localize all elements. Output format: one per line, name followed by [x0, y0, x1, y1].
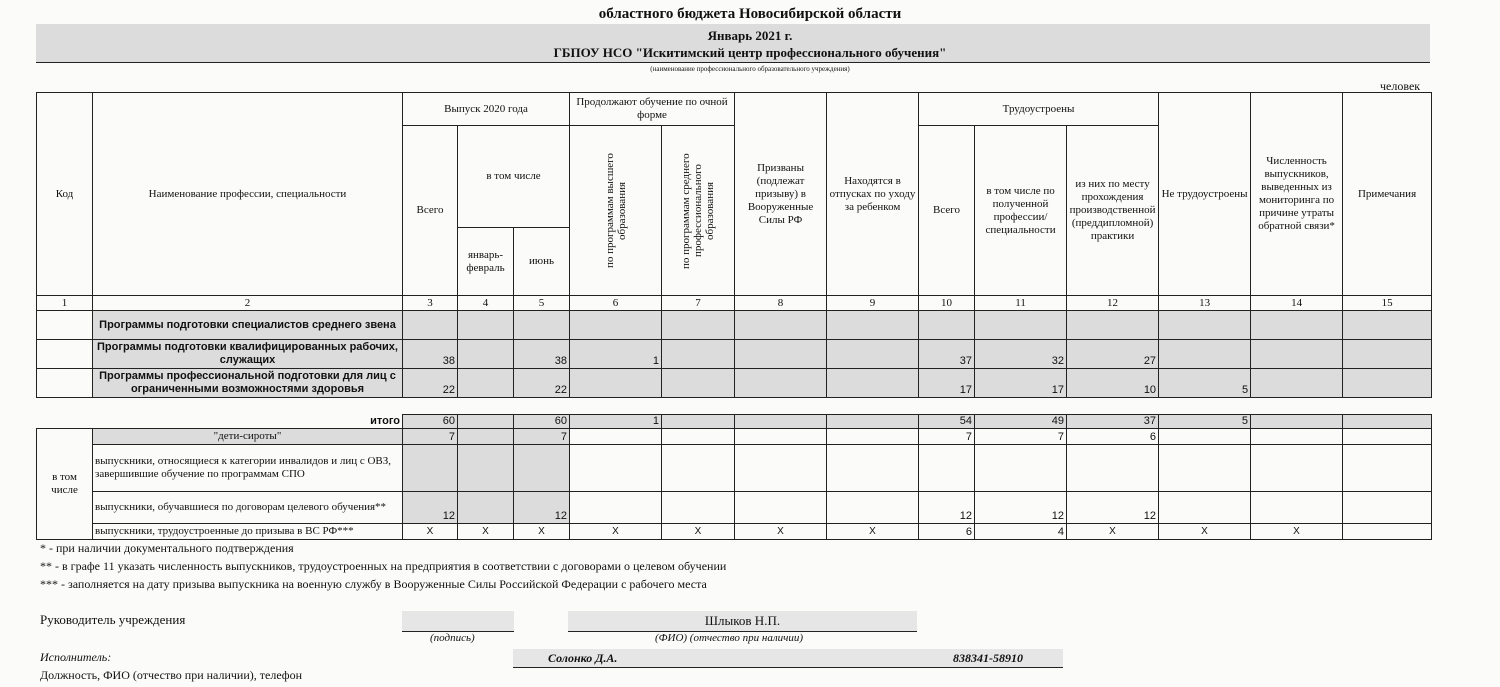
org-caption: (наименование профессионального образовательного учреждения) — [650, 65, 850, 73]
row-value — [1251, 340, 1343, 369]
report-period: Январь 2021 г. — [707, 28, 793, 43]
sub-row-value — [735, 429, 827, 445]
sub-row-name: выпускники, относящиеся к категории инвалидов и лиц с ОВЗ, завершившие обучение по программам СПО — [93, 445, 403, 492]
row-value: 37 — [919, 340, 975, 369]
column-number: 15 — [1343, 296, 1432, 311]
row-name: Программы профессиональной подготовки для лиц с ограниченными возможностями здоровья — [93, 369, 403, 398]
sub-row-value: 7 — [514, 429, 570, 445]
sub-row — [37, 429, 1432, 445]
sub-row-value — [662, 445, 735, 492]
col-employed: Трудоустроены — [919, 93, 1159, 126]
sub-row-value — [458, 445, 514, 492]
column-number: 13 — [1159, 296, 1251, 311]
executor-label: Исполнитель: — [40, 650, 112, 664]
total-value: 60 — [514, 415, 570, 429]
sub-row-value — [919, 445, 975, 492]
col-emp-total: Всего — [919, 126, 975, 296]
unit-label: человек — [1380, 79, 1421, 93]
sub-row-value — [827, 492, 919, 524]
sub-row-value — [403, 445, 458, 492]
sub-row-value: X — [1251, 524, 1343, 540]
sub-row-value — [735, 492, 827, 524]
row-value — [919, 311, 975, 340]
sub-row-value: 6 — [919, 524, 975, 540]
column-number: 1 — [37, 296, 93, 311]
sign-caption: (подпись) — [430, 632, 475, 644]
sub-row-value: 12 — [514, 492, 570, 524]
row-value — [1251, 311, 1343, 340]
total-blank — [37, 415, 93, 429]
sub-row-value — [827, 445, 919, 492]
sub-row-value: X — [827, 524, 919, 540]
total-label: итого — [370, 414, 400, 427]
sub-row-value: X — [514, 524, 570, 540]
row-value — [458, 311, 514, 340]
row-value — [975, 311, 1067, 340]
fio-caption: (ФИО) (отчество при наличии) — [655, 632, 804, 644]
sub-row-value — [1159, 429, 1251, 445]
signature-field — [402, 611, 514, 632]
total-value — [827, 415, 919, 429]
row-value — [514, 311, 570, 340]
column-number: 7 — [662, 296, 735, 311]
total-row — [37, 415, 1432, 429]
org-underline — [36, 62, 1430, 63]
sub-row-value — [458, 429, 514, 445]
sub-row-value — [1343, 524, 1432, 540]
row-value — [1067, 311, 1159, 340]
sub-row-value — [827, 429, 919, 445]
sub-row-value — [1343, 492, 1432, 524]
column-number: 4 — [458, 296, 514, 311]
total-value — [1251, 415, 1343, 429]
col-janfeb: январь-февраль — [458, 228, 514, 296]
row-name: Программы подготовки специалистов среднего звена — [93, 311, 403, 340]
header-line: областного бюджета Новосибирской области — [598, 6, 902, 22]
row-value — [458, 340, 514, 369]
sub-row-value: X — [403, 524, 458, 540]
col-june: июнь — [514, 228, 570, 296]
incl-label: в том числе — [37, 429, 93, 540]
row-value — [1343, 311, 1432, 340]
col-secondary-label: по программам среднего профессионального образования — [680, 152, 717, 269]
column-number: 9 — [827, 296, 919, 311]
head-name: Шлыков Н.П. — [568, 611, 917, 632]
sub-row-value — [1159, 492, 1251, 524]
total-value: 54 — [919, 415, 975, 429]
row-value: 38 — [514, 340, 570, 369]
sub-row-value: 12 — [403, 492, 458, 524]
row-value: 17 — [919, 369, 975, 398]
sub-row-value — [570, 429, 662, 445]
column-numbers-row — [37, 296, 1432, 311]
col-army: Призваны (подлежат призыву) в Вооруженные Силы РФ — [735, 93, 827, 296]
sub-row-value: 7 — [919, 429, 975, 445]
sub-row-value — [1067, 445, 1159, 492]
row-value — [1343, 369, 1432, 398]
col-leave: Находятся в отпусках по уходу за ребенком — [827, 93, 919, 296]
sub-row-value — [514, 445, 570, 492]
sub-row-value — [662, 429, 735, 445]
sub-row-value: X — [735, 524, 827, 540]
total-value: 1 — [570, 415, 662, 429]
sub-row-value: X — [1159, 524, 1251, 540]
column-number: 6 — [570, 296, 662, 311]
row-value — [827, 340, 919, 369]
sub-row-value — [458, 492, 514, 524]
sub-row — [37, 524, 1432, 540]
sub-row-value — [570, 445, 662, 492]
sub-row-value: X — [570, 524, 662, 540]
column-number: 14 — [1251, 296, 1343, 311]
row-value — [1159, 340, 1251, 369]
col-secondary — [662, 126, 735, 296]
row-value — [827, 311, 919, 340]
head-label: Руководитель учреждения — [40, 612, 186, 627]
sub-row-value — [1343, 445, 1432, 492]
row-value — [735, 369, 827, 398]
col-code: Код — [37, 93, 93, 296]
sub-row-value — [1251, 492, 1343, 524]
total-value: 37 — [1067, 415, 1159, 429]
sub-row-value: X — [458, 524, 514, 540]
organization-name: ГБПОУ НСО "Искитимский центр профессионального обучения" — [553, 45, 947, 60]
col-emp-prof: в том числе по полученной профессии/ специальности — [975, 126, 1067, 296]
sub-row — [37, 492, 1432, 524]
table-row — [37, 369, 1432, 398]
row-value — [1251, 369, 1343, 398]
sub-row-value: X — [1067, 524, 1159, 540]
row-value: 5 — [1159, 369, 1251, 398]
row-value — [735, 340, 827, 369]
row-value: 22 — [403, 369, 458, 398]
executor-name: Солонко Д.А. — [548, 651, 618, 665]
table-row — [37, 311, 1432, 340]
column-number: 5 — [514, 296, 570, 311]
col-remarks: Примечания — [1343, 93, 1432, 296]
total-value: 5 — [1159, 415, 1251, 429]
sub-row-value: 12 — [919, 492, 975, 524]
column-number: 2 — [93, 296, 403, 311]
row-code — [37, 369, 93, 398]
col-name: Наименование профессии, специальности — [93, 93, 403, 296]
sub-row-name: "дети-сироты" — [93, 429, 403, 445]
row-value: 17 — [975, 369, 1067, 398]
col-not-employed: Не трудоустроены — [1159, 93, 1251, 296]
column-number: 10 — [919, 296, 975, 311]
col-emp-practice: из них по месту прохождения производственной (преддипломной) практики — [1067, 126, 1159, 296]
row-name: Программы подготовки квалифицированных рабочих, служащих — [93, 340, 403, 369]
row-value: 32 — [975, 340, 1067, 369]
row-value — [662, 340, 735, 369]
row-value — [827, 369, 919, 398]
sub-row-value: 12 — [975, 492, 1067, 524]
sub-row-value: X — [662, 524, 735, 540]
row-value: 10 — [1067, 369, 1159, 398]
footnote-1: * - при наличии документального подтверждения — [40, 541, 294, 555]
row-value — [1159, 311, 1251, 340]
col-grad-total: Всего — [403, 126, 458, 296]
total-value — [662, 415, 735, 429]
sub-row-value: 4 — [975, 524, 1067, 540]
col-unmonitored: Численность выпускников, выведенных из мониторинга по причине утраты обратной связи* — [1251, 93, 1343, 296]
total-value — [458, 415, 514, 429]
row-value — [458, 369, 514, 398]
row-code — [37, 311, 93, 340]
column-number: 8 — [735, 296, 827, 311]
footnote-2: ** - в графе 11 указать численность выпускников, трудоустроенных на предприятия в соответствии с договорами о целевом обучении — [40, 559, 727, 573]
sub-row — [37, 445, 1432, 492]
col-grad2020: Выпуск 2020 года — [403, 93, 570, 126]
col-higher — [570, 126, 662, 296]
row-value: 1 — [570, 340, 662, 369]
row-value — [662, 369, 735, 398]
row-value: 27 — [1067, 340, 1159, 369]
row-code — [37, 340, 93, 369]
sub-row-value — [735, 445, 827, 492]
sub-row-value — [1251, 429, 1343, 445]
sub-row-value: 7 — [403, 429, 458, 445]
sub-row-value: 7 — [975, 429, 1067, 445]
sub-row-value — [975, 445, 1067, 492]
sub-row-value: 12 — [1067, 492, 1159, 524]
total-value — [735, 415, 827, 429]
executor-caption: Должность, ФИО (отчество при наличии), телефон — [40, 668, 302, 682]
row-value: 22 — [514, 369, 570, 398]
sub-row-value — [1251, 445, 1343, 492]
col-incl: в том числе — [458, 126, 570, 228]
total-value — [1343, 415, 1432, 429]
row-value — [570, 369, 662, 398]
total-value: 49 — [975, 415, 1067, 429]
row-value — [662, 311, 735, 340]
sub-row-name: выпускники, обучавшиеся по договорам целевого обучения** — [93, 492, 403, 524]
sub-row-value — [662, 492, 735, 524]
sub-row-value — [570, 492, 662, 524]
row-value — [735, 311, 827, 340]
column-number: 12 — [1067, 296, 1159, 311]
table-row — [37, 340, 1432, 369]
total-value: 60 — [403, 415, 458, 429]
executor-phone: 838341-58910 — [953, 651, 1023, 665]
sub-row-name: выпускники, трудоустроенные до призыва в ВС РФ*** — [93, 524, 403, 540]
sub-row-value — [1159, 445, 1251, 492]
main-table — [36, 92, 1432, 398]
col-higher-label: по программам высшего образования — [603, 153, 628, 268]
row-value — [570, 311, 662, 340]
sub-table — [36, 414, 1432, 540]
row-value — [403, 311, 458, 340]
row-value: 38 — [403, 340, 458, 369]
column-number: 3 — [403, 296, 458, 311]
col-cont-study: Продолжают обучение по очной форме — [570, 93, 735, 126]
column-number: 11 — [975, 296, 1067, 311]
sub-row-value: 6 — [1067, 429, 1159, 445]
row-value — [1343, 340, 1432, 369]
footnote-3: *** - заполняется на дату призыва выпускника на военную службу в Вооруженные Силы Российской Федерации с рабочего места — [40, 577, 707, 591]
sub-row-value — [1343, 429, 1432, 445]
